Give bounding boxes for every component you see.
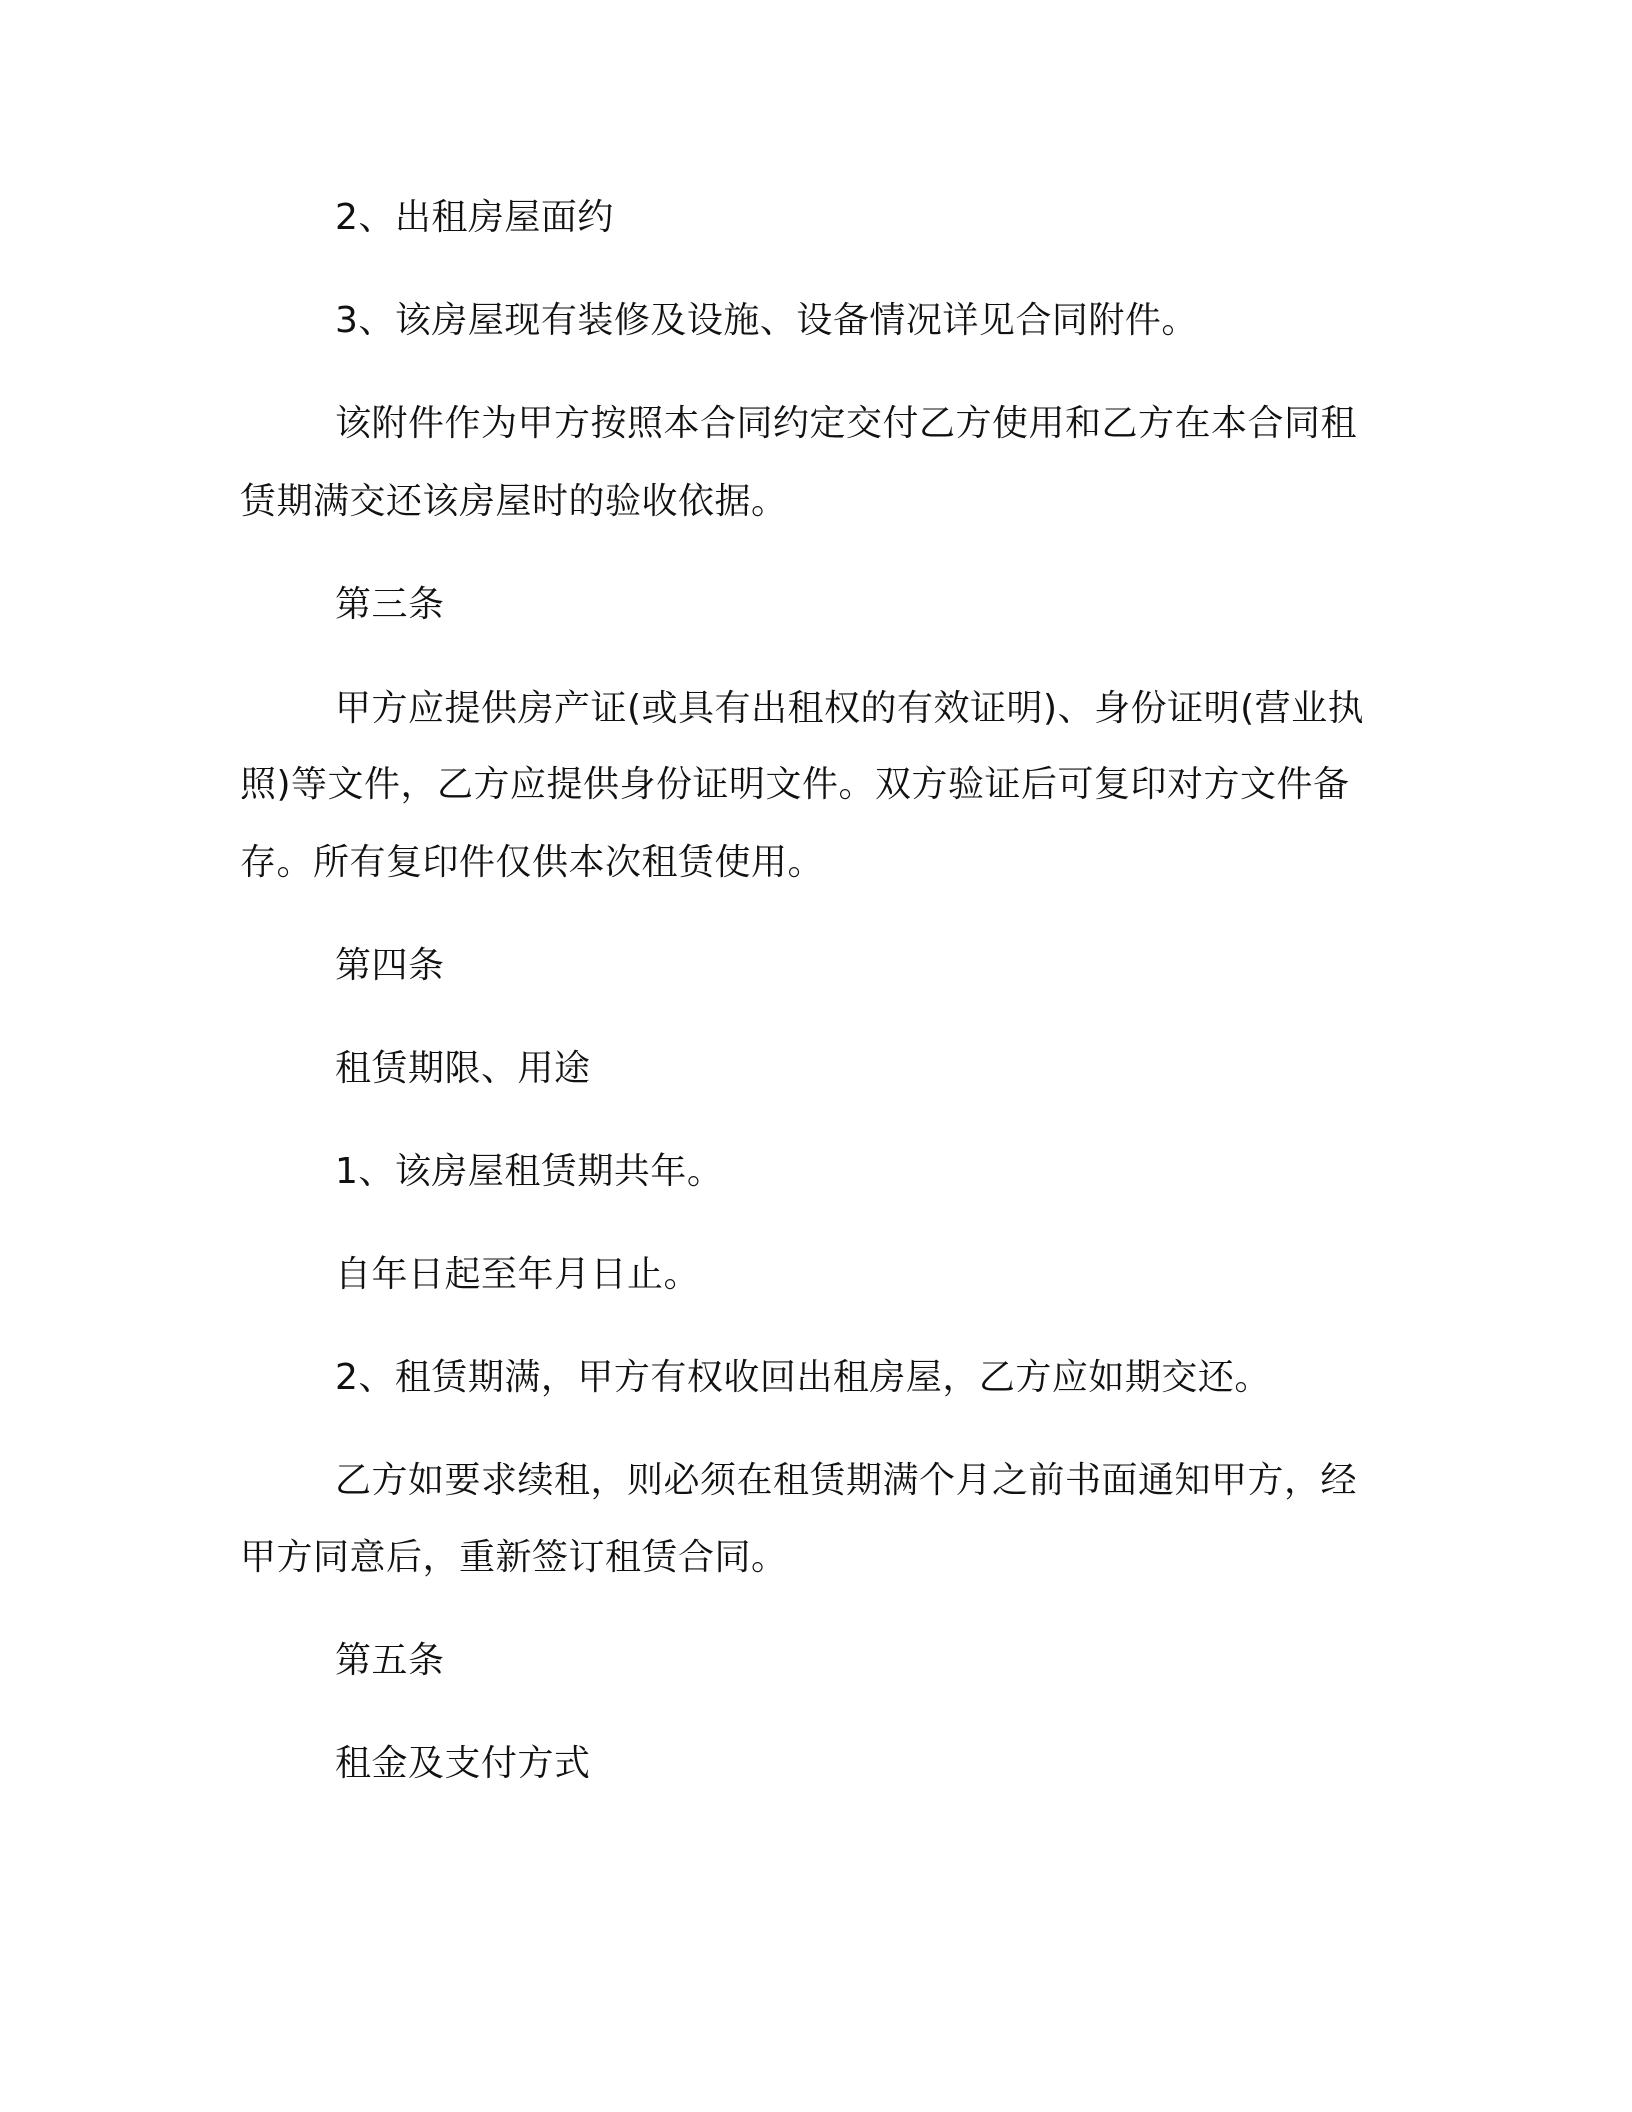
paragraph-line: 甲方同意后，重新签订租赁合同。 xyxy=(240,1537,788,1578)
paragraph-line: 该附件作为甲方按照本合同约定交付乙方使用和乙方在本合同租 xyxy=(335,403,1358,444)
paragraph-line: 乙方如要求续租，则必须在租赁期满个月之前书面通知甲方，经 xyxy=(335,1460,1358,1501)
section-heading: 第三条 xyxy=(335,584,445,625)
paragraph-line: 3、该房屋现有装修及设施、设备情况详见合同附件。 xyxy=(335,300,1198,341)
paragraph-line: 照)等文件，乙方应提供身份证明文件。双方验证后可复印对方文件备 xyxy=(240,764,1350,805)
paragraph-line: 1、该房屋租赁期共年。 xyxy=(335,1151,724,1192)
paragraph-line: 租金及支付方式 xyxy=(335,1743,591,1784)
paragraph-line: 2、租赁期满，甲方有权收回出租房屋，乙方应如期交还。 xyxy=(335,1357,1271,1398)
paragraph-line: 存。所有复印件仅供本次租赁使用。 xyxy=(240,842,825,883)
paragraph-line: 自年日起至年月日止。 xyxy=(335,1254,701,1295)
paragraph-line: 赁期满交还该房屋时的验收依据。 xyxy=(240,481,788,522)
section-heading: 第四条 xyxy=(335,945,445,986)
paragraph-line: 2、出租房屋面约 xyxy=(335,197,614,238)
section-heading: 第五条 xyxy=(335,1640,445,1681)
paragraph-line: 租赁期限、用途 xyxy=(335,1048,591,1089)
paragraph-line: 甲方应提供房产证(或具有出租权的有效证明)、身份证明(营业执 xyxy=(335,688,1365,729)
